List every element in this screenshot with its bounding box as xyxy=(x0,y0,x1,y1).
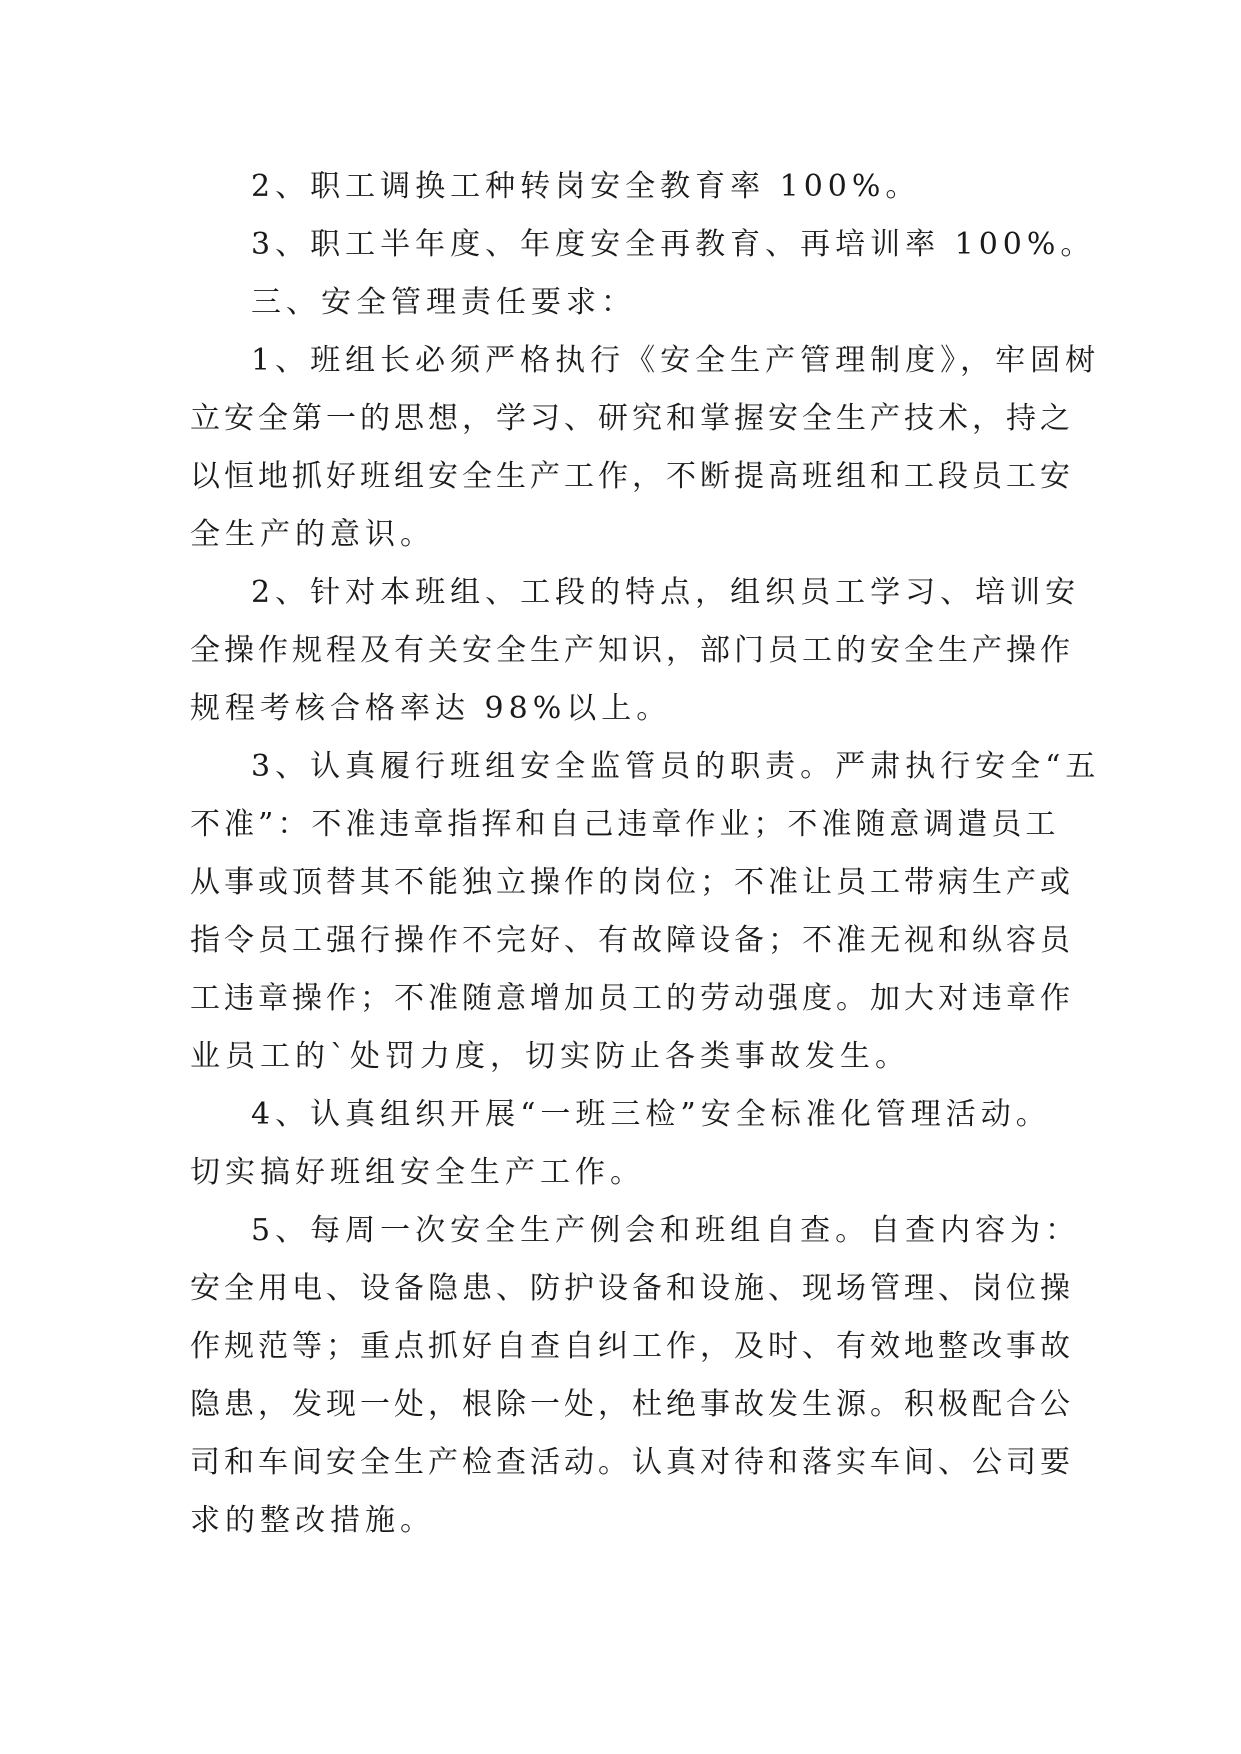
text-line: 5、每周一次安全生产例会和班组自查。自查内容为： xyxy=(251,1213,1081,1248)
text-line: 2、职工调换工种转岗安全教育率 100%。 xyxy=(251,169,921,204)
text-line: 切实搞好班组安全生产工作。 xyxy=(190,1155,645,1190)
text-line: 全生产的意识。 xyxy=(190,517,435,552)
text-line: 2、针对本班组、工段的特点，组织员工学习、培训安 xyxy=(251,575,1081,610)
text-line: 工违章操作；不准随意增加员工的劳动强度。加大对违章作 xyxy=(190,981,1074,1016)
text-line: 3、职工半年度、年度安全再教育、再培训率 100%。 xyxy=(251,227,1096,262)
text-line: 作规范等；重点抓好自查自纠工作，及时、有效地整改事故 xyxy=(190,1329,1074,1364)
text-line: 隐患，发现一处，根除一处，杜绝事故发生源。积极配合公 xyxy=(190,1387,1074,1422)
text-line: 司和车间安全生产检查活动。认真对待和落实车间、公司要 xyxy=(190,1445,1074,1480)
text-line: 以恒地抓好班组安全生产工作，不断提高班组和工段员工安 xyxy=(190,459,1074,494)
text-line: 求的整改措施。 xyxy=(190,1503,435,1538)
text-line: 1、班组长必须严格执行《安全生产管理制度》，牢固树 xyxy=(251,343,1101,378)
text-line: 业员工的`处罚力度，切实防止各类事故发生。 xyxy=(190,1039,910,1074)
text-line: 3、认真履行班组安全监管员的职责。严肃执行安全“五 xyxy=(251,749,1101,784)
text-line: 安全用电、设备隐患、防护设备和设施、现场管理、岗位操 xyxy=(190,1271,1074,1306)
text-line: 指令员工强行操作不完好、有故障设备；不准无视和纵容员 xyxy=(190,923,1074,958)
text-line: 不准”：不准违章指挥和自己违章作业；不准随意调遣员工 xyxy=(190,807,1060,842)
text-line: 全操作规程及有关安全生产知识，部门员工的安全生产操作 xyxy=(190,633,1074,668)
text-line: 规程考核合格率达 98%以上。 xyxy=(190,691,672,726)
text-line: 从事或顶替其不能独立操作的岗位；不准让员工带病生产或 xyxy=(190,865,1074,900)
text-line: 立安全第一的思想，学习、研究和掌握安全生产技术，持之 xyxy=(190,401,1074,436)
document-body xyxy=(190,158,1101,1550)
text-line: 4、认真组织开展“一班三检”安全标准化管理活动。 xyxy=(251,1097,1051,1132)
section-heading: 三、安全管理责任要求： xyxy=(251,285,636,320)
